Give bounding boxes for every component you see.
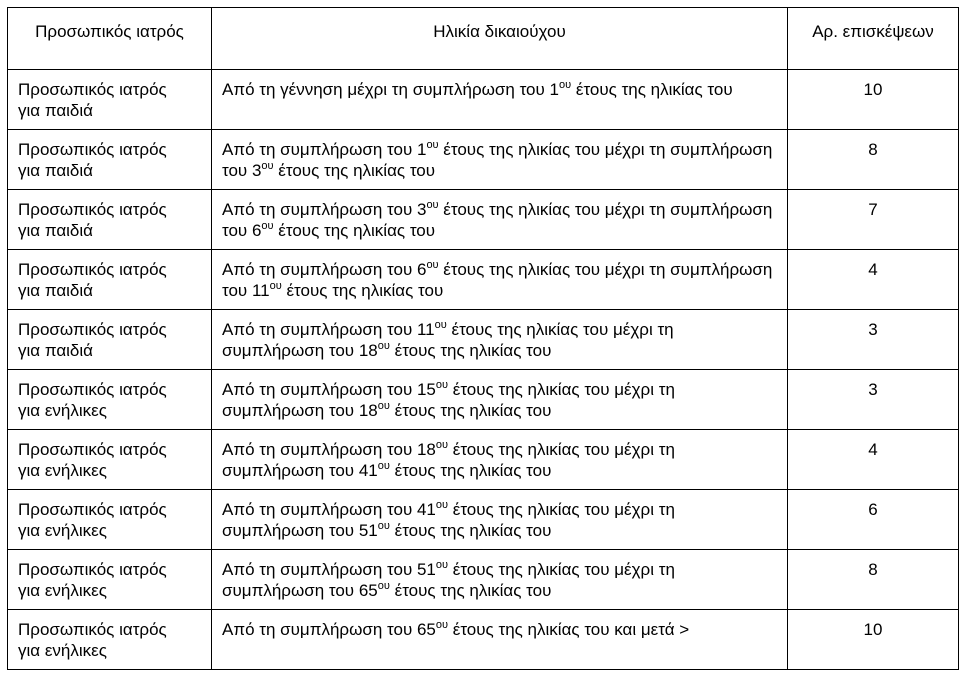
ordinal-suffix: ου <box>261 220 274 232</box>
table-row <box>8 310 959 370</box>
doctor-type-text: για ενήλικες <box>18 641 107 660</box>
cell-visit-count: 6 <box>788 490 959 550</box>
age-text: έτους της ηλικίας του <box>281 281 444 300</box>
age-text: Από τη συμπλήρωση του 6 <box>222 260 427 279</box>
table-row <box>8 130 959 190</box>
cell-visit-count: 7 <box>788 190 959 250</box>
doctor-type-text: για ενήλικες <box>18 521 107 540</box>
cell-beneficiary-age <box>212 490 788 550</box>
doctor-type-text: Προσωπικός ιατρός <box>18 140 167 159</box>
header-doctor: Προσωπικός ιατρός <box>8 8 212 70</box>
age-text: έτους της ηλικίας του <box>389 341 552 360</box>
doctor-type-text: για ενήλικες <box>18 581 107 600</box>
cell-visit-count: 3 <box>788 310 959 370</box>
table-row <box>8 610 959 670</box>
cell-doctor-type <box>8 130 212 190</box>
age-text: Από τη συμπλήρωση του 15 <box>222 380 436 399</box>
doctor-type-text: Προσωπικός ιατρός <box>18 200 167 219</box>
cell-beneficiary-age <box>212 70 788 130</box>
ordinal-suffix: ου <box>261 160 274 172</box>
age-text: έτους της ηλικίας του μέχρι τη συμπλήρωση του 51 <box>222 500 675 540</box>
table-row <box>8 370 959 430</box>
cell-visit-count: 3 <box>788 370 959 430</box>
cell-beneficiary-age <box>212 130 788 190</box>
age-text: έτους της ηλικίας του και μετά > <box>448 620 690 639</box>
doctor-type-text: Προσωπικός ιατρός <box>18 500 167 519</box>
cell-doctor-type <box>8 310 212 370</box>
ordinal-suffix: ου <box>435 619 449 631</box>
age-text: έτους της ηλικίας του <box>389 521 552 540</box>
doctor-type-text: για παιδιά <box>18 161 93 180</box>
cell-doctor-type <box>8 250 212 310</box>
doctor-type-text: για παιδιά <box>18 101 93 120</box>
doctor-type-text: Προσωπικός ιατρός <box>18 380 167 399</box>
ordinal-suffix: ου <box>426 259 439 271</box>
cell-doctor-type <box>8 490 212 550</box>
doctor-type-text: για παιδιά <box>18 281 93 300</box>
age-text: Από τη συμπλήρωση του 65 <box>222 620 436 639</box>
cell-visit-count: 8 <box>788 130 959 190</box>
age-text: Από τη συμπλήρωση του 51 <box>222 560 436 579</box>
age-text: έτους της ηλικίας του μέχρι τη συμπλήρωση του 18 <box>222 320 674 360</box>
cell-doctor-type <box>8 430 212 490</box>
table-row <box>8 430 959 490</box>
age-text: Από τη συμπλήρωση του 41 <box>222 500 436 519</box>
ordinal-suffix: ου <box>434 319 447 331</box>
age-text: έτους της ηλικίας του μέχρι τη συμπλήρωση του 65 <box>222 560 675 600</box>
age-text: έτους της ηλικίας του <box>273 161 436 180</box>
age-text: έτους της ηλικίας του <box>389 581 552 600</box>
ordinal-suffix: ου <box>435 379 449 391</box>
ordinal-suffix: ου <box>435 439 449 451</box>
cell-visit-count: 10 <box>788 610 959 670</box>
doctor-type-text: για παιδιά <box>18 341 93 360</box>
cell-beneficiary-age <box>212 310 788 370</box>
doctor-type-text: Προσωπικός ιατρός <box>18 260 167 279</box>
ordinal-suffix: ου <box>559 79 572 91</box>
ordinal-suffix: ου <box>377 520 390 532</box>
age-text: έτους της ηλικίας του <box>389 401 552 420</box>
ordinal-suffix: ου <box>377 460 390 472</box>
age-text: Από τη γέννηση μέχρι τη συμπλήρωση του 1 <box>222 80 559 99</box>
age-text: έτους της ηλικίας του μέχρι τη συμπλήρωση του 18 <box>222 380 675 420</box>
cell-visit-count: 4 <box>788 430 959 490</box>
table-row <box>8 490 959 550</box>
doctor-type-text: Προσωπικός ιατρός <box>18 440 167 459</box>
table-row <box>8 70 959 130</box>
age-text: έτους της ηλικίας του μέχρι τη συμπλήρωση του 3 <box>222 140 773 180</box>
ordinal-suffix: ου <box>435 499 449 511</box>
age-text: Από τη συμπλήρωση του 11 <box>222 320 435 339</box>
cell-doctor-type <box>8 190 212 250</box>
doctor-type-text: Προσωπικός ιατρός <box>18 320 167 339</box>
ordinal-suffix: ου <box>426 139 439 151</box>
table-row <box>8 190 959 250</box>
age-text: έτους της ηλικίας του μέχρι τη συμπλήρωση του 41 <box>222 440 675 480</box>
cell-beneficiary-age <box>212 370 788 430</box>
doctor-type-text: για ενήλικες <box>18 401 107 420</box>
cell-visit-count: 8 <box>788 550 959 610</box>
cell-beneficiary-age <box>212 550 788 610</box>
cell-doctor-type <box>8 550 212 610</box>
age-text: Από τη συμπλήρωση του 1 <box>222 140 427 159</box>
age-text: έτους της ηλικίας του μέχρι τη συμπλήρωση του 6 <box>222 200 773 240</box>
table-row <box>8 250 959 310</box>
cell-beneficiary-age <box>212 190 788 250</box>
header-row <box>8 8 959 70</box>
doctor-type-text: Προσωπικός ιατρός <box>18 80 167 99</box>
doctor-type-text: Προσωπικός ιατρός <box>18 560 167 579</box>
table-body <box>8 70 959 670</box>
cell-doctor-type <box>8 370 212 430</box>
age-text: έτους της ηλικίας του μέχρι τη συμπλήρωση του 11 <box>222 260 773 300</box>
doctor-type-text: για ενήλικες <box>18 461 107 480</box>
cell-visit-count: 4 <box>788 250 959 310</box>
ordinal-suffix: ου <box>377 400 390 412</box>
cell-doctor-type <box>8 610 212 670</box>
header-age: Ηλικία δικαιούχου <box>212 8 788 70</box>
cell-visit-count: 10 <box>788 70 959 130</box>
ordinal-suffix: ου <box>426 199 439 211</box>
age-text: Από τη συμπλήρωση του 3 <box>222 200 427 219</box>
ordinal-suffix: ου <box>269 280 282 292</box>
age-text: Από τη συμπλήρωση του 18 <box>222 440 436 459</box>
visits-table <box>7 7 959 670</box>
age-text: έτους της ηλικίας του <box>571 80 733 99</box>
cell-beneficiary-age <box>212 250 788 310</box>
age-text: έτους της ηλικίας του <box>273 221 436 240</box>
age-text: έτους της ηλικίας του <box>389 461 552 480</box>
table-row <box>8 550 959 610</box>
cell-beneficiary-age <box>212 610 788 670</box>
ordinal-suffix: ου <box>377 580 390 592</box>
doctor-type-text: Προσωπικός ιατρός <box>18 620 167 639</box>
header-visits: Αρ. επισκέψεων <box>788 8 959 70</box>
doctor-type-text: για παιδιά <box>18 221 93 240</box>
ordinal-suffix: ου <box>377 340 390 352</box>
cell-doctor-type <box>8 70 212 130</box>
ordinal-suffix: ου <box>435 559 449 571</box>
cell-beneficiary-age <box>212 430 788 490</box>
